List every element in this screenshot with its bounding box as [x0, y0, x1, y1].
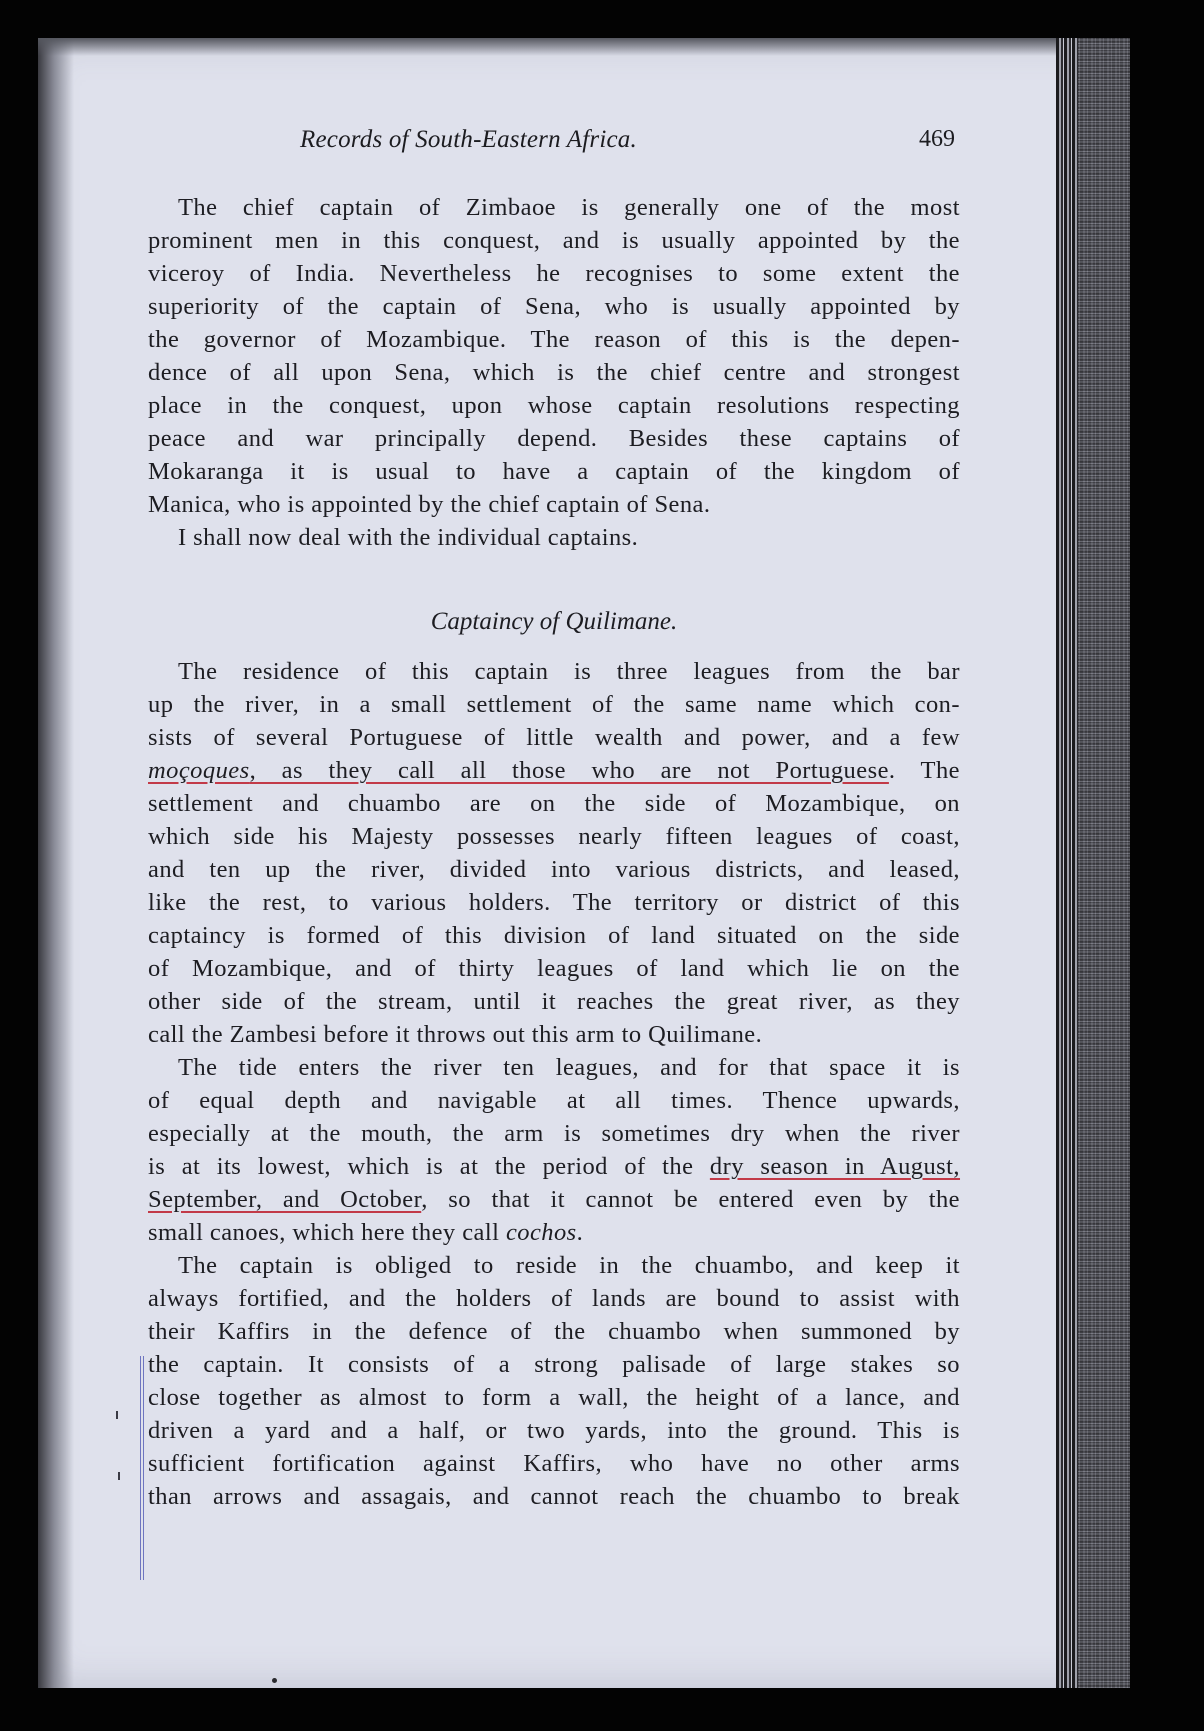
red-underlined-phrase: dry season in August, [709, 1153, 961, 1180]
text-line: The chief captain of Zimbaoe is generally one of the most [178, 194, 960, 221]
text-line: viceroy of India. Nevertheless he recognises to some extent the [148, 260, 960, 287]
text-line: like the rest, to various holders. The territory or district of this [148, 889, 960, 916]
text-line [148, 1216, 960, 1249]
body-text [148, 191, 960, 1513]
underlined-italic-term: moçoques [148, 757, 250, 784]
text-line: I shall now deal with the individual captains. [178, 524, 639, 551]
running-header [300, 126, 960, 166]
gutter-shadow [38, 38, 74, 1688]
top-edge-shadow [38, 38, 1130, 56]
text-fragment: , so that it cannot be entered even by the [421, 1186, 960, 1213]
text-line: settlement and chuambo are on the side of Mozambique, on [148, 790, 960, 817]
text-line: place in the conquest, upon whose captain resolutions respecting [148, 392, 960, 419]
text-line: their Kaffirs in the defence of the chuambo when summoned by [148, 1318, 960, 1345]
text-line: up the river, in a small settlement of the same name which con- [148, 691, 960, 718]
text-fragment: . [576, 1219, 584, 1246]
text-line: of Mozambique, and of thirty leagues of land which lie on the [148, 955, 960, 982]
text-line: sists of several Portuguese of little wealth and power, and a few [148, 724, 960, 751]
text-line: and ten up the river, divided into various districts, and leased, [148, 856, 960, 883]
red-underlined-phrase: September, and October [148, 1186, 422, 1213]
section-gap [148, 638, 960, 655]
text-line: the governor of Mozambique. The reason of this is the depen- [148, 326, 960, 353]
text-line: The residence of this captain is three leagues from the bar [178, 658, 960, 685]
paragraph-5 [148, 1249, 960, 1513]
text-line: especially at the mouth, the arm is sometimes dry when the river [148, 1120, 960, 1147]
pencil-tick-mark [118, 1472, 120, 1480]
text-line: The tide enters the river ten leagues, and for that space it is [178, 1054, 960, 1081]
text-line: The captain is obliged to reside in the chuambo, and keep it [178, 1252, 960, 1279]
text-line: sufficient fortification against Kaffirs, who have no other arms [148, 1450, 960, 1477]
text-fragment: is at its lowest, which is at the period of the [148, 1153, 710, 1180]
text-line: close together as almost to form a wall, the height of a lance, and [148, 1384, 960, 1411]
red-underlined-phrase: , as they call all those who are not Portuguese [249, 757, 889, 784]
text-line: Manica, who is appointed by the chief captain of Sena. [148, 491, 711, 518]
ink-spot [272, 1678, 277, 1683]
text-line: always fortified, and the holders of lands are bound to assist with [148, 1285, 960, 1312]
page-number: 469 [919, 126, 955, 152]
text-fragment: small canoes, which here they call [148, 1219, 506, 1246]
text-line: captaincy is formed of this division of land situated on the side [148, 922, 960, 949]
text-line: the captain. It consists of a strong palisade of large stakes so [148, 1351, 960, 1378]
text-line: peace and war principally depend. Besides these captains of [148, 425, 960, 452]
text-line: superiority of the captain of Sena, who is usually appointed by [148, 293, 960, 320]
blue-pencil-margin-line [140, 1356, 144, 1580]
pencil-tick-mark [116, 1411, 118, 1419]
paragraph-2 [148, 521, 960, 554]
text-line: Mokaranga it is usual to have a captain of the kingdom of [148, 458, 960, 485]
section-heading: Captaincy of Quilimane. [430, 608, 678, 635]
text-fragment: . The [888, 757, 960, 784]
paragraph-4 [148, 1051, 960, 1249]
text-line: of equal depth and navigable at all times. Thence upwards, [148, 1087, 960, 1114]
text-line: other side of the stream, until it reaches the great river, as they [148, 988, 960, 1015]
paragraph-1 [148, 191, 960, 521]
text-line: driven a yard and a half, or two yards, into the ground. This is [148, 1417, 960, 1444]
text-line: which side his Majesty possesses nearly fifteen leagues of coast, [148, 823, 960, 850]
text-line: prominent men in this conquest, and is usually appointed by the [148, 227, 960, 254]
text-line [148, 1150, 960, 1183]
italic-term: cochos [505, 1219, 577, 1246]
text-line: call the Zambesi before it throws out this arm to Quilimane. [148, 1021, 763, 1048]
text-line: than arrows and assagais, and cannot reach the chuambo to break [148, 1483, 960, 1510]
text-line [148, 754, 960, 787]
paragraph-3 [148, 655, 960, 1051]
section-gap [148, 554, 960, 605]
running-title: Records of South-Eastern Africa. [300, 126, 637, 153]
text-line [148, 1183, 960, 1216]
book-page-edges [1056, 38, 1130, 1688]
text-line: dence of all upon Sena, which is the chief centre and strongest [148, 359, 960, 386]
